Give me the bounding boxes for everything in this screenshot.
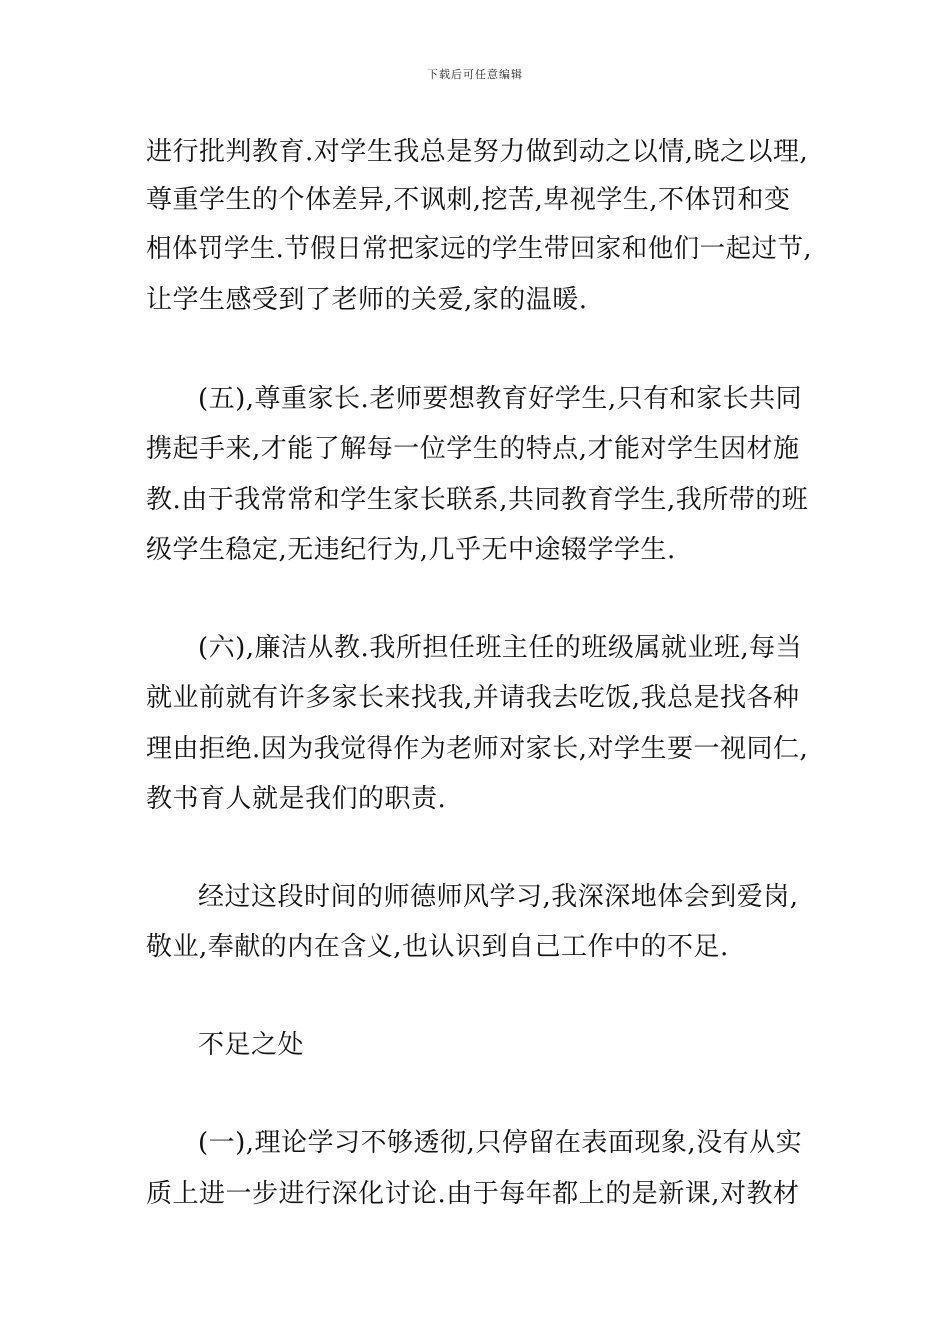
text-line: (一),理论学习不够透彻,只停留在表面现象,没有从实	[198, 1128, 803, 1158]
text-line: 进行批判教育.对学生我总是努力做到动之以情,晓之以理,	[146, 137, 809, 167]
text-line: 让学生感受到了老师的关爱,家的温暖.	[146, 285, 588, 315]
text-line: 理由拒绝.因为我觉得作为老师对家长,对学生要一视同仁,	[146, 734, 809, 764]
text-line: 教书育人就是我们的职责.	[146, 784, 447, 814]
text-line: 就业前就有许多家长来找我,并请我去吃饭,我总是找各种	[146, 683, 800, 713]
text-line: (五),尊重家长.老师要想教育好学生,只有和家长共同	[198, 384, 803, 414]
text-line: 教.由于我常常和学生家长联系,共同教育学生,我所带的班	[146, 485, 809, 515]
text-line: 敬业,奉献的内在含义,也认识到自己工作中的不足.	[146, 932, 729, 962]
text-line: 携起手来,才能了解每一位学生的特点,才能对学生因材施	[146, 434, 800, 464]
text-line: 经过这段时间的师德师风学习,我深深地体会到爱岗,	[198, 882, 799, 912]
text-line: 级学生稳定,无违纪行为,几乎无中途辍学学生.	[146, 535, 676, 565]
page-header: 下载后可任意编辑	[427, 68, 523, 81]
text-line: 不足之处	[198, 1030, 305, 1060]
text-line: 相体罚学生.节假日常把家远的学生带回家和他们一起过节,	[146, 234, 813, 264]
text-line: 质上进一步进行深化讨论.由于每年都上的是新课,对教材	[146, 1179, 800, 1209]
text-line: (六),廉洁从教.我所担任班主任的班级属就业班,每当	[198, 633, 803, 663]
text-line: 尊重学生的个体差异,不讽刺,挖苦,卑视学生,不体罚和变	[146, 185, 791, 215]
